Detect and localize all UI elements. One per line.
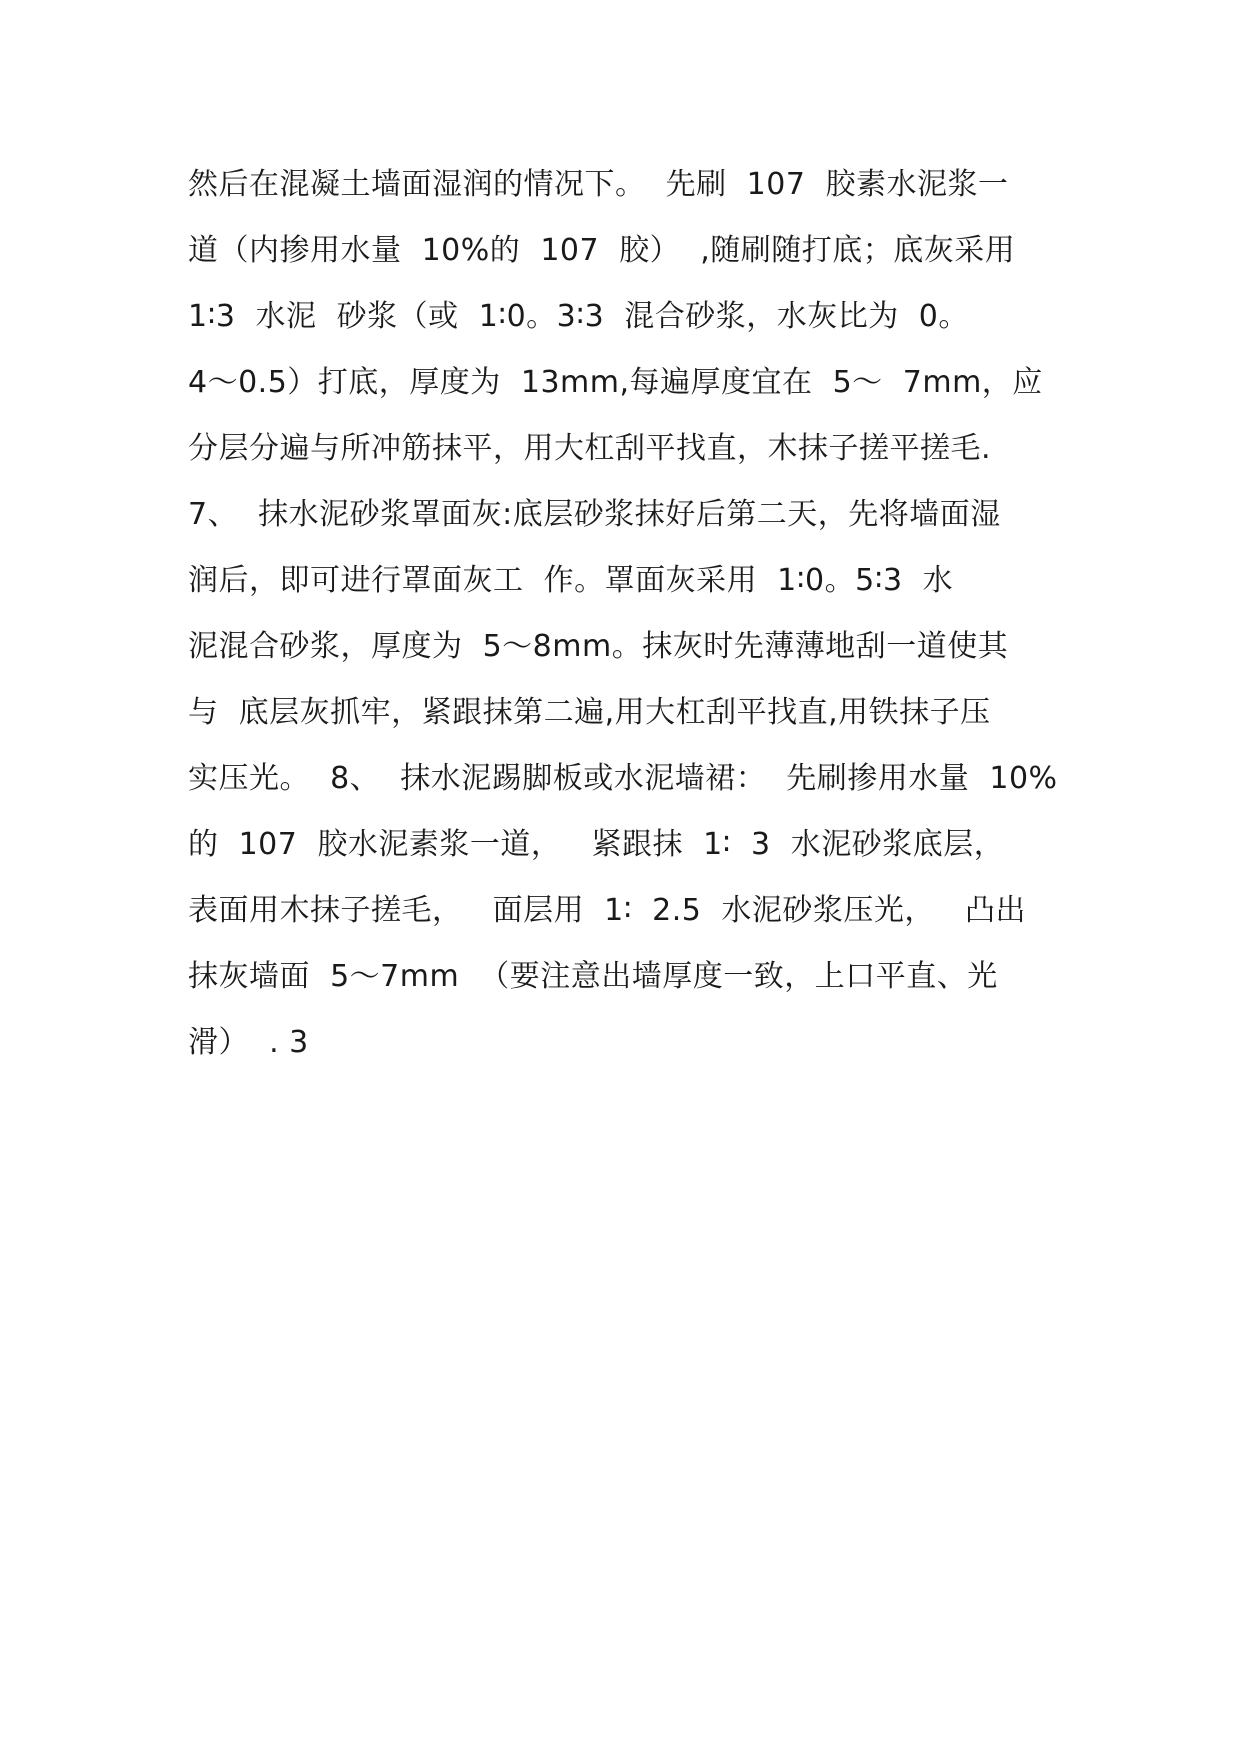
text-line: 1∶3 水泥 砂浆（或 1∶0。3∶3 混合砂浆，水灰比为 0。 — [188, 299, 969, 334]
text-line: 4～0.5）打底，厚度为 13mm,每遍厚度宜在 5～ 7mm，应 — [188, 365, 1043, 400]
text-line: 道（内掺用水量 10%的 107 胶） ,随刷随打底；底灰采用 — [188, 233, 1016, 268]
text-line: 7、 抹水泥砂浆罩面灰:底层砂浆抹好后第二天，先将墙面湿 — [188, 497, 1001, 532]
text-line: 实压光。 8、 抹水泥踢脚板或水泥墙裙： 先刷掺用水量 10% — [188, 761, 1058, 796]
body-text — [188, 152, 1088, 1076]
text-line: 润后，即可进行罩面灰工 作。罩面灰采用 1∶0。5∶3 水 — [188, 563, 954, 598]
text-line: 分层分遍与所冲筋抹平，用大杠刮平找直，木抹子搓平搓毛. — [188, 431, 992, 466]
text-line: 滑） . 3 — [188, 1025, 309, 1060]
text-line: 表面用木抹子搓毛， 面层用 1∶ 2.5 水泥砂浆压光， 凸出 — [188, 893, 1027, 928]
text-line: 泥混合砂浆，厚度为 5～8mm。抹灰时先薄薄地刮一道使其 — [188, 629, 1009, 664]
text-line: 的 107 胶水泥素浆一道， 紧跟抹 1∶ 3 水泥砂浆底层， — [188, 827, 1005, 862]
text-line: 抹灰墙面 5～7mm （要注意出墙厚度一致，上口平直、光 — [188, 959, 998, 994]
text-line: 然后在混凝土墙面湿润的情况下。 先刷 107 胶素水泥浆一 — [188, 167, 1009, 202]
text-line: 与 底层灰抓牢，紧跟抹第二遍,用大杠刮平找直,用铁抹子压 — [188, 695, 991, 730]
